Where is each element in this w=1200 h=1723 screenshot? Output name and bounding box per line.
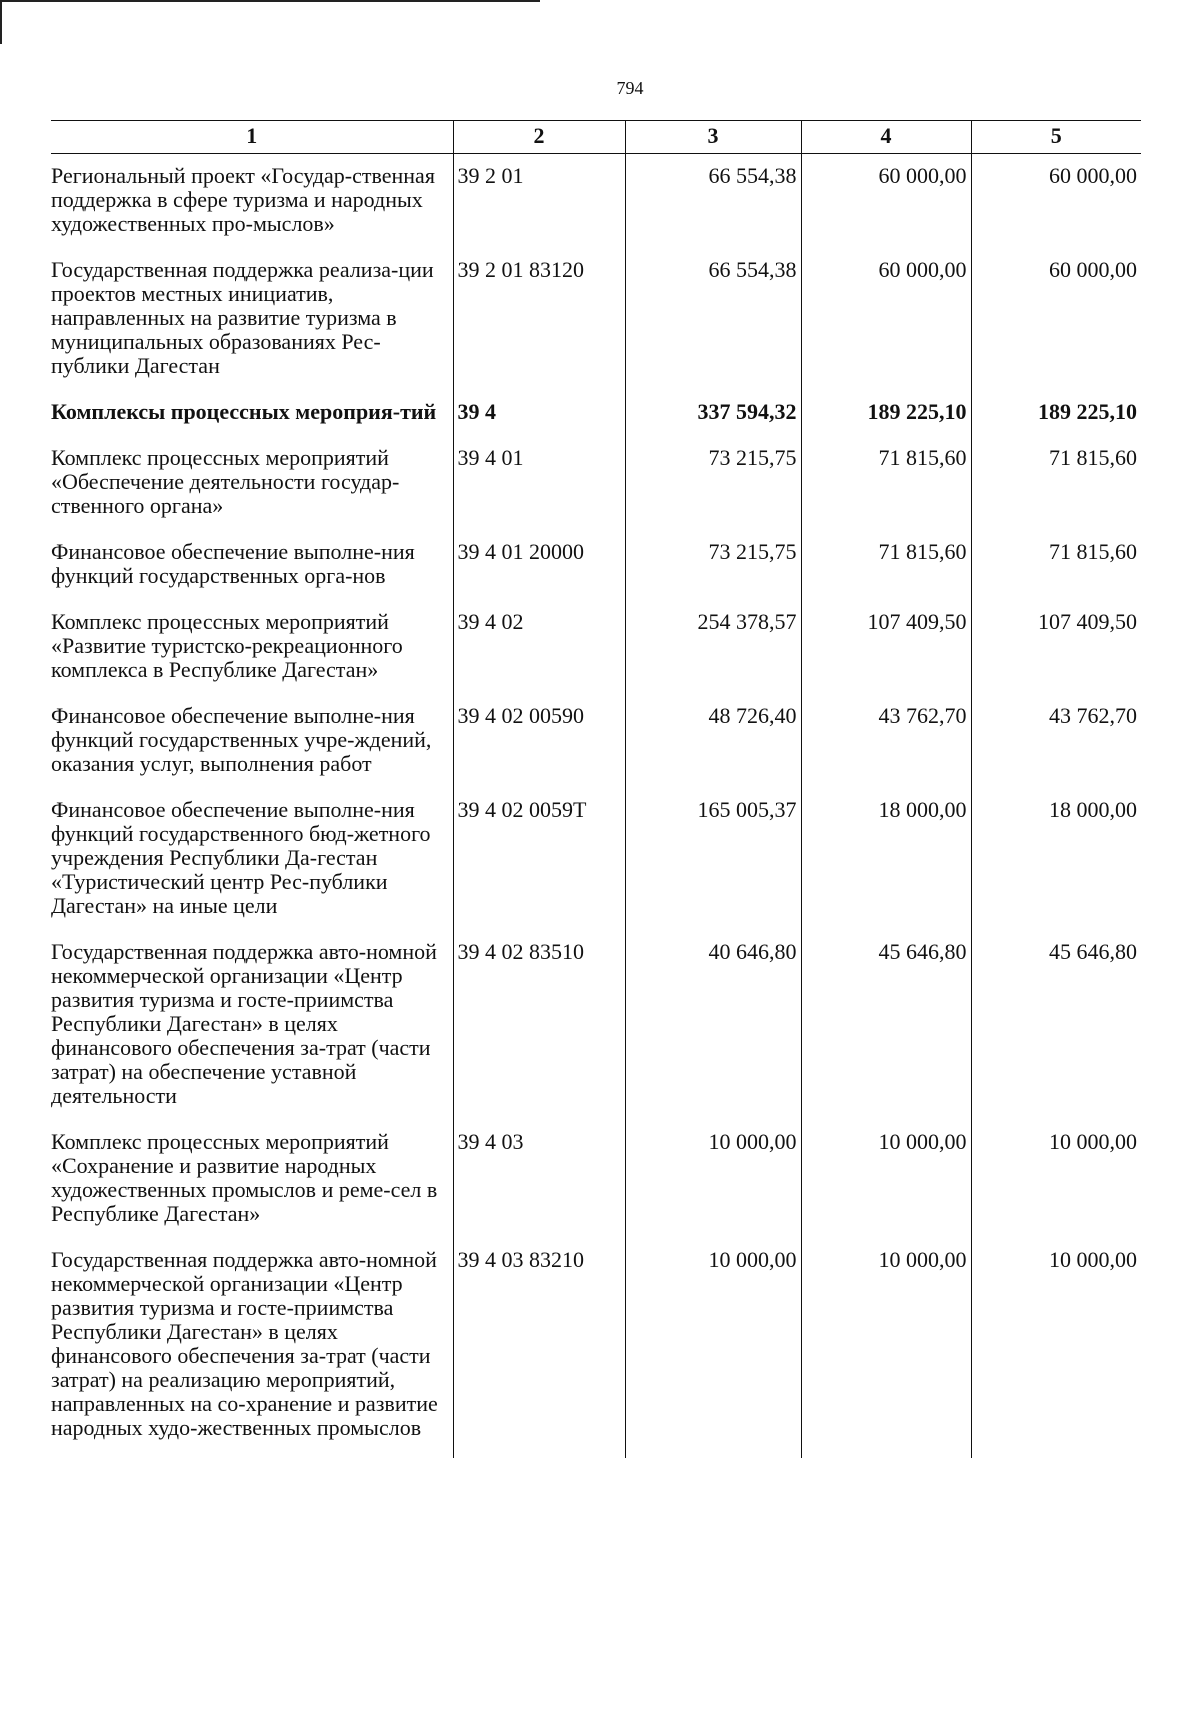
- column-header-3: 3: [625, 121, 801, 154]
- table-row: [51, 1238, 1141, 1458]
- row-value-4: 45 646,80: [801, 930, 971, 1120]
- row-code: 39 4 03: [453, 1120, 625, 1238]
- row-code: 39 4 02 83510: [453, 930, 625, 1120]
- row-value-4: 71 815,60: [801, 530, 971, 600]
- row-name: Государственная поддержка авто-номной некоммерческой организации «Центр развития туризма и госте-приимства Республики Дагестан» в целях финансового обеспечения за-трат (части затрат) на обеспечение уставной деятельности: [51, 939, 437, 1108]
- row-name: Государственная поддержка авто-номной некоммерческой организации «Центр развития туризма и госте-приимства Республики Дагестан» в целях финансового обеспечения за-трат (части затрат) на реализацию мероприятий, направленных на со-хранение и развитие народных худо-жественных промыслов: [51, 1247, 438, 1440]
- row-value-4: 60 000,00: [801, 154, 971, 249]
- column-header-5: 5: [971, 121, 1141, 154]
- table-row: [51, 930, 1141, 1120]
- row-value-3: 73 215,75: [625, 530, 801, 600]
- row-value-5: 71 815,60: [971, 530, 1141, 600]
- row-value-5: 189 225,10: [971, 390, 1141, 436]
- row-value-3: 10 000,00: [625, 1238, 801, 1458]
- row-value-5: 107 409,50: [971, 600, 1141, 694]
- table-row: [51, 600, 1141, 694]
- row-value-4: 10 000,00: [801, 1238, 971, 1458]
- row-value-5: 60 000,00: [971, 154, 1141, 249]
- row-value-3: 73 215,75: [625, 436, 801, 530]
- row-value-4: 18 000,00: [801, 788, 971, 930]
- table-row: [51, 694, 1141, 788]
- row-value-4: 10 000,00: [801, 1120, 971, 1238]
- row-code: 39 4: [453, 390, 625, 436]
- row-code: 39 4 03 83210: [453, 1238, 625, 1458]
- table-row: [51, 436, 1141, 530]
- row-value-3: 337 594,32: [625, 390, 801, 436]
- column-header-4: 4: [801, 121, 971, 154]
- header-row: [51, 121, 1141, 154]
- row-code: 39 4 02: [453, 600, 625, 694]
- row-code: 39 2 01: [453, 154, 625, 249]
- row-value-5: 71 815,60: [971, 436, 1141, 530]
- column-header-1: 1: [51, 121, 453, 154]
- table-row: [51, 1120, 1141, 1238]
- row-value-3: 48 726,40: [625, 694, 801, 788]
- row-value-3: 165 005,37: [625, 788, 801, 930]
- row-value-5: 45 646,80: [971, 930, 1141, 1120]
- table-row-subtotal: [51, 390, 1141, 436]
- row-code: 39 4 01 20000: [453, 530, 625, 600]
- row-value-5: 10 000,00: [971, 1120, 1141, 1238]
- row-name: Финансовое обеспечение выполне-ния функций государственных учре-ждений, оказания услуг, выполнения работ: [51, 703, 432, 776]
- row-value-3: 10 000,00: [625, 1120, 801, 1238]
- row-name: Региональный проект «Государ-ственная поддержка в сфере туризма и народных художественных про-мыслов»: [51, 163, 435, 236]
- row-value-4: 60 000,00: [801, 248, 971, 390]
- row-value-5: 43 762,70: [971, 694, 1141, 788]
- row-value-4: 43 762,70: [801, 694, 971, 788]
- row-name: Комплекс процессных мероприятий «Развитие туристско-рекреационного комплекса в Республике Дагестан»: [51, 609, 403, 682]
- row-name: Финансовое обеспечение выполне-ния функций государственных орга-нов: [51, 539, 415, 588]
- row-value-4: 189 225,10: [801, 390, 971, 436]
- row-value-5: 60 000,00: [971, 248, 1141, 390]
- row-name: Комплекс процессных мероприятий «Обеспечение деятельности государ-ственного органа»: [51, 445, 400, 518]
- row-value-4: 107 409,50: [801, 600, 971, 694]
- column-header-2: 2: [453, 121, 625, 154]
- row-code: 39 4 02 0059Т: [453, 788, 625, 930]
- budget-table: [51, 120, 1141, 1458]
- row-value-3: 40 646,80: [625, 930, 801, 1120]
- table-row: [51, 248, 1141, 390]
- row-value-3: 66 554,38: [625, 248, 801, 390]
- row-value-5: 10 000,00: [971, 1238, 1141, 1458]
- row-value-3: 254 378,57: [625, 600, 801, 694]
- scan-border-mark: [0, 0, 540, 12]
- table-row: [51, 154, 1141, 249]
- table-row: [51, 788, 1141, 930]
- table-body: [51, 154, 1141, 1459]
- row-code: 39 4 01: [453, 436, 625, 530]
- page-number: 794: [616, 78, 644, 98]
- row-name: Финансовое обеспечение выполне-ния функций государственного бюд-жетного учреждения Республики Да-гестан «Туристический центр Рес-публики Дагестан» на иные цели: [51, 797, 431, 918]
- row-name: Государственная поддержка реализа-ции проектов местных инициатив, направленных на развитие туризма в муниципальных образованиях Рес-публики Дагестан: [51, 257, 434, 378]
- row-code: 39 4 02 00590: [453, 694, 625, 788]
- row-value-3: 66 554,38: [625, 154, 801, 249]
- row-name: Комплексы процессных мероприя-тий: [51, 399, 437, 424]
- row-code: 39 2 01 83120: [453, 248, 625, 390]
- table-row: [51, 530, 1141, 600]
- row-name: Комплекс процессных мероприятий «Сохранение и развитие народных художественных промыслов и реме-сел в Республике Дагестан»: [51, 1129, 438, 1226]
- row-value-5: 18 000,00: [971, 788, 1141, 930]
- row-value-4: 71 815,60: [801, 436, 971, 530]
